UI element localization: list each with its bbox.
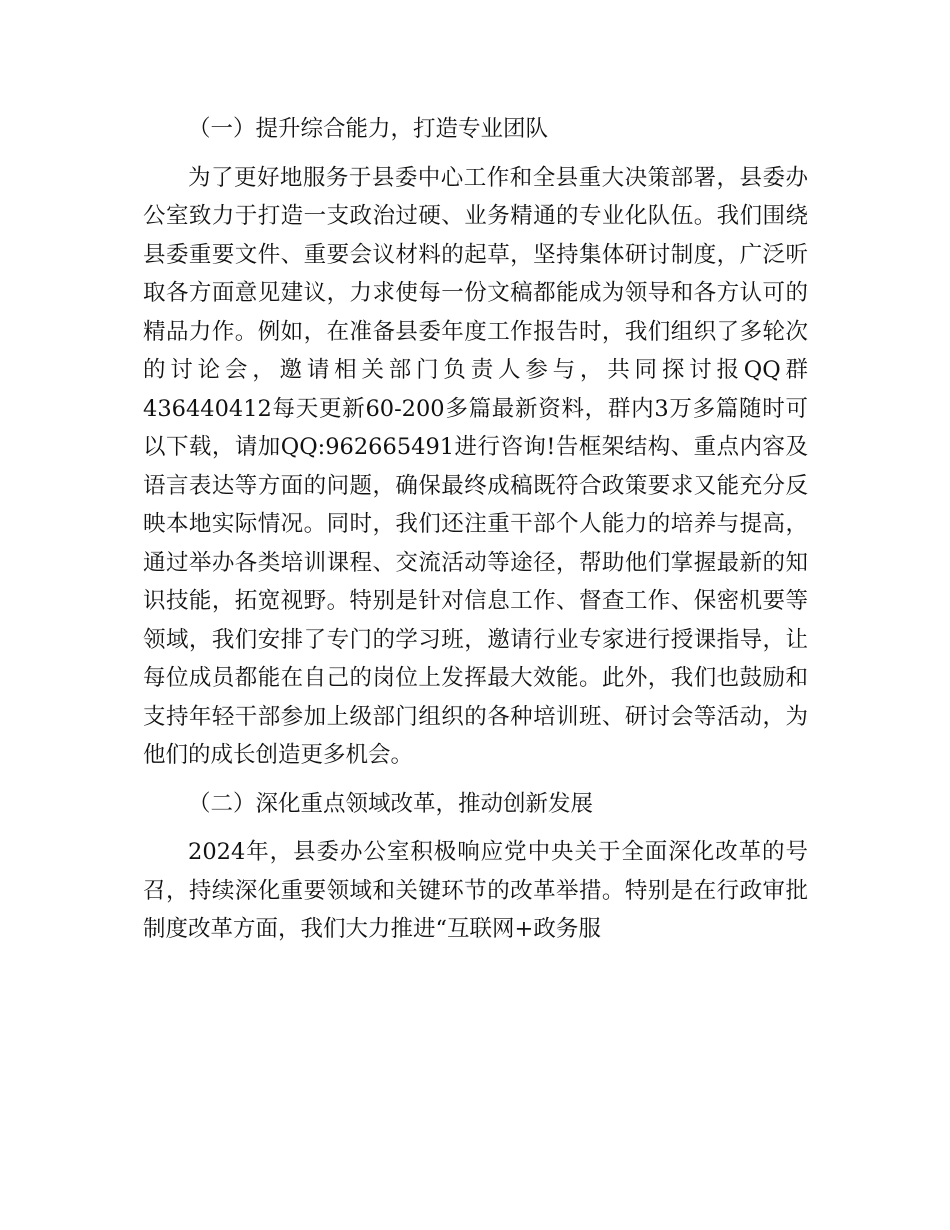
section-heading-1: （一）提升综合能力，打造专业团队	[188, 116, 549, 142]
section-heading-2: （二）深化重点领域改革，推动创新发展	[188, 790, 594, 817]
document-body	[143, 110, 808, 959]
section-paragraph-1: 为了更好地服务于县委中心工作和全县重大决策部署，县委办公室致力于打造一支政治过硬、业务精通的专业化队伍。我们围绕县委重要文件、重要会议材料的起草，坚持集体研讨制度，广泛听取各方面意见建议，力求使每一份文稿都能成为领导和各方认可的精品力作。例如，在准备县委年度工作报告时，我们组织了多轮次的讨论会，邀请相关部门负责人参与，共同探讨报QQ群436440412每天更新60-200多篇最新资料，群内3万多篇随时可以下载，请加QQ:962665491进行咨询!告框架结构、重点内容及语言表达等方面的问题，确保最终成稿既符合政策要求又能充分反映本地实际情况。同时，我们还注重干部个人能力的培养与提高，通过举办各类培训课程、交流活动等途径，帮助他们掌握最新的知识技能，拓宽视野。特别是针对信息工作、督查工作、保密机要等领域，我们安排了专门的学习班，邀请行业专家进行授课指导，让每位成员都能在自己的岗位上发挥最大效能。此外，我们也鼓励和支持年轻干部参加上级部门组织的各种培训班、研讨会等活动，为他们的成长创造更多机会。	[143, 164, 808, 768]
section-paragraph-2: 2024年，县委办公室积极响应党中央关于全面深化改革的号召，持续深化重要领域和关键环节的改革举措。特别是在行政审批制度改革方面，我们大力推进“互联网+政务服	[143, 839, 808, 942]
